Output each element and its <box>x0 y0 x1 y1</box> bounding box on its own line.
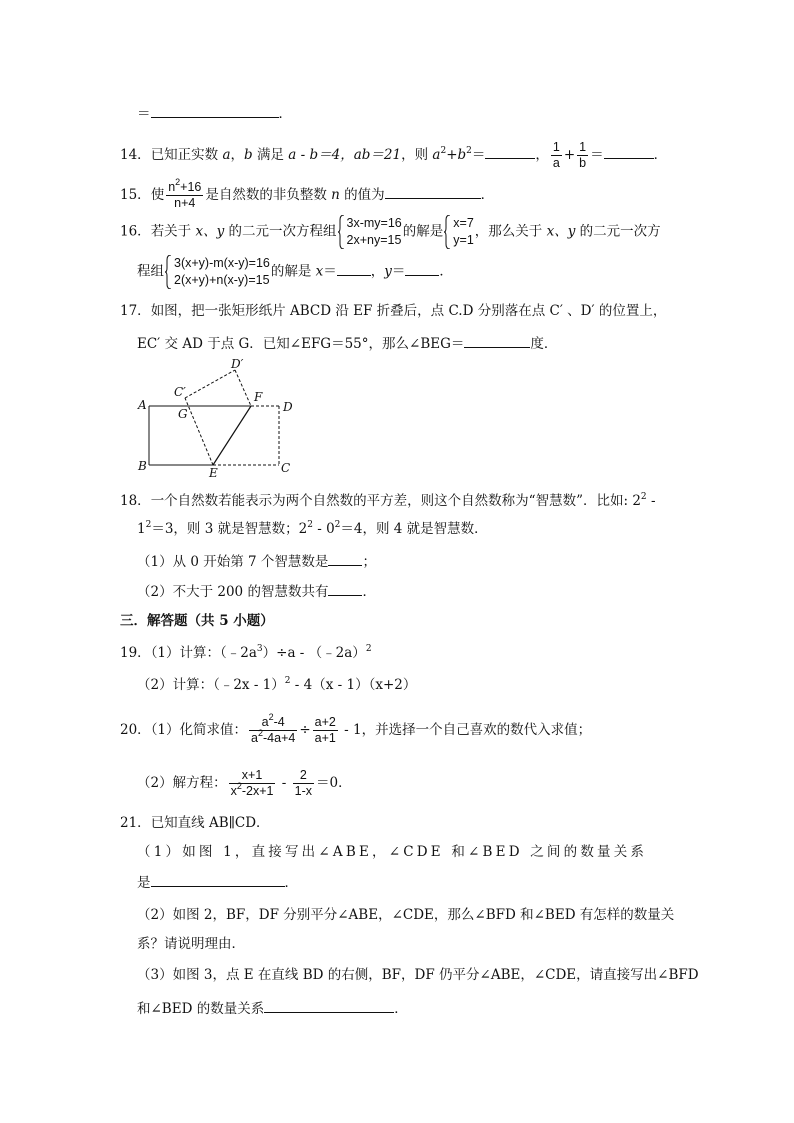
question-21-intro <box>120 814 270 832</box>
left-brace-icon <box>338 215 345 249</box>
label-C-prime: C′ <box>174 385 186 399</box>
equals-sign: ＝ <box>391 263 406 280</box>
term: +16 <box>180 180 202 194</box>
equals-sign: ＝ <box>323 263 337 280</box>
term: -4a+4 <box>263 731 296 745</box>
divide-sign: ÷ <box>299 722 311 738</box>
condition: a - b＝4，ab＝21 <box>288 147 402 163</box>
question-21-part-2-line-2 <box>137 935 245 953</box>
exponent: 2 <box>236 781 242 791</box>
var-a: a <box>222 147 231 163</box>
var-y: y <box>384 263 392 280</box>
question-20-part-2 <box>137 768 352 799</box>
text: 系？请说明理由． <box>137 936 245 952</box>
question-19-part-2 <box>137 676 416 694</box>
text: - <box>646 493 656 509</box>
label-A: A <box>138 398 147 412</box>
question-number: 18． <box>120 493 151 509</box>
text: ． <box>284 875 298 891</box>
text: 满足 <box>252 147 289 163</box>
denominator: a <box>552 156 560 170</box>
label-B: B <box>138 459 147 473</box>
question-number: 20． <box>120 722 151 738</box>
text: ，那么关于 <box>474 223 547 240</box>
text: ＝3，则 3 就是智慧数；2 <box>151 521 308 537</box>
text: 已知正实数 <box>150 147 223 163</box>
question-number: 15． <box>120 187 151 203</box>
var-n: n <box>168 180 176 194</box>
text: 的解是 <box>402 223 444 240</box>
q13-answer-line: ＝ ． <box>137 106 292 122</box>
question-number: 19． <box>120 645 151 661</box>
exponent: 2 <box>440 146 447 156</box>
exponent: 2 <box>268 712 274 722</box>
fraction-1-over-b <box>577 140 588 171</box>
equation-row: 2(x+y)+n(x-y)=15 <box>174 273 270 287</box>
question-21-part-1-line-2 <box>137 873 298 892</box>
separator: ， <box>370 263 385 280</box>
equation-row: y=1 <box>453 233 474 247</box>
exponent: 2 <box>175 177 181 187</box>
segment-D1F <box>235 370 251 406</box>
equals-sign: ＝ <box>137 106 151 122</box>
numerator: 1 <box>579 140 587 154</box>
denominator: b <box>579 156 587 170</box>
equals-sign: ＝ <box>471 147 486 163</box>
text: （1）如图 1，直接写出∠ABE，∠CDE 和∠BED 之间的数量关系 <box>137 844 648 860</box>
text: EC′ 交 AD 于点 G．已知∠EFG＝55°，那么∠BEG＝ <box>137 336 465 352</box>
question-number: 21． <box>120 815 151 831</box>
exponent: 3 <box>256 644 263 654</box>
equation-row: 2x+ny=15 <box>346 233 402 247</box>
denominator: a+1 <box>314 731 336 745</box>
text: （2）如图 2，BF，DF 分别平分∠ABE，∠CDE，那么∠BFD 和∠BED 有怎样的数量关 <box>137 907 675 923</box>
question-21-part-2-line-1 <box>137 906 674 924</box>
text: （2）解方程： <box>137 775 227 791</box>
minus-sign: - <box>277 775 291 791</box>
vars-xy: x、y <box>195 223 225 240</box>
term: x <box>230 784 237 798</box>
text: ． <box>362 584 376 600</box>
text: 是自然数的非负整数 <box>205 187 332 203</box>
text: - 1，并选择一个自己喜欢的数代入求值； <box>339 722 592 738</box>
denominator <box>249 728 297 746</box>
label-C: C <box>281 461 291 475</box>
equation-row: 3(x+y)-m(x-y)=16 <box>174 256 270 270</box>
section-header: 三．解答题（共 5 小题） <box>120 613 274 629</box>
question-21-part-3-line-1 <box>137 966 699 984</box>
segment-C1D1 <box>185 370 235 398</box>
text: 一个自然数若能表示为两个自然数的平方差，则这个自然数称为“智慧数”．比如: 2 <box>150 493 641 509</box>
fraction-a2-4-over-a2-4a-4 <box>249 712 297 746</box>
text: 程组 <box>137 263 164 280</box>
term: a <box>251 731 258 745</box>
numerator: 1 <box>552 140 560 154</box>
left-brace-icon <box>444 215 451 249</box>
numerator <box>166 177 203 196</box>
question-14 <box>120 140 667 171</box>
exponent: 2 <box>257 728 263 738</box>
text: ； <box>362 554 376 570</box>
numerator: a+2 <box>314 715 336 729</box>
label-D-prime: D′ <box>231 357 244 371</box>
equation-row: x=7 <box>453 216 474 230</box>
answer-blank-y[interactable] <box>405 262 439 276</box>
equation-system-2 <box>165 255 270 289</box>
fold-line-EF <box>213 406 251 465</box>
fraction-1-over-a <box>551 140 562 171</box>
exponent: 2 <box>365 644 372 654</box>
var-b: b <box>244 147 253 163</box>
answer-blank[interactable] <box>328 582 362 596</box>
answer-blank-2[interactable] <box>604 145 654 159</box>
question-20-part-1 <box>120 712 592 746</box>
text: （1）计算：（﹣2a <box>150 645 257 661</box>
text: 的二元一次方 <box>575 223 661 240</box>
question-18-part-1 <box>137 552 376 571</box>
fraction-x1-over-x2-2x-1 <box>229 768 276 799</box>
denominator: 1-x <box>294 784 313 798</box>
question-18-line-2 <box>137 520 488 538</box>
label-D: D <box>283 400 293 414</box>
exponent: 2 <box>145 520 152 530</box>
label-F: F <box>254 390 263 404</box>
text: - 0 <box>312 521 335 537</box>
answer-blank[interactable] <box>264 999 394 1013</box>
text: 和∠BED 的数量关系 <box>137 1001 265 1017</box>
period: ． <box>439 263 453 280</box>
segment-EC1 <box>185 398 213 465</box>
text: 1 <box>137 521 146 537</box>
text: - 4（x - 1）（x+2） <box>290 677 417 693</box>
answer-blank-1[interactable] <box>485 145 535 159</box>
answer-blank-x[interactable] <box>337 262 371 276</box>
text: ，则 <box>401 147 433 163</box>
text: （2）不大于 200 的智慧数共有 <box>137 584 329 600</box>
text: ． <box>394 1001 408 1017</box>
text: 的解是 <box>270 263 316 280</box>
denominator: n+4 <box>174 196 196 210</box>
answer-blank[interactable] <box>464 334 530 348</box>
text: 若关于 <box>150 223 196 240</box>
answer-blank[interactable] <box>385 185 481 199</box>
question-19-part-1 <box>120 644 372 662</box>
text: ＝0． <box>316 775 352 791</box>
question-18-part-2 <box>137 582 376 601</box>
fraction-a2-over-a1 <box>313 715 338 746</box>
question-18-line-1 <box>120 492 656 510</box>
exponent: 2 <box>307 520 313 530</box>
label-E: E <box>209 466 218 480</box>
text: 度． <box>530 336 558 352</box>
expr: +b <box>446 147 467 163</box>
text: （3）如图 3，点 E 在直线 BD 的右侧，BF，DF 仍平分∠ABE，∠CDE，请直接写出∠BFD <box>137 967 699 983</box>
text: 的值为 <box>339 187 385 203</box>
text: ＝4，则 4 就是智慧数． <box>340 521 488 537</box>
term: a <box>261 715 269 729</box>
text: ）÷a - （﹣2a） <box>262 645 366 661</box>
numerator: x+1 <box>229 768 276 784</box>
text: 使 <box>150 187 165 203</box>
period: ． <box>480 187 495 203</box>
var-x: x <box>315 263 324 280</box>
term: -2x+1 <box>241 784 274 798</box>
text: 的二元一次方程组 <box>224 223 337 240</box>
fraction-2-over-1-x <box>293 768 314 799</box>
expr: a <box>432 147 441 163</box>
solution-system <box>444 215 474 249</box>
term: -4 <box>273 715 285 729</box>
question-21-part-3-line-2 <box>137 999 408 1018</box>
text: 如图，把一张矩形纸片 ABCD 沿 EF 折叠后，点 C.D 分别落在点 C′ 、D′ 的位置上， <box>150 303 667 319</box>
text: （1）从 0 开始第 7 个智慧数是 <box>137 554 329 570</box>
question-17-line-2 <box>137 334 557 353</box>
exponent: 2 <box>466 146 472 156</box>
numerator: 2 <box>293 768 314 784</box>
period: ． <box>653 147 668 163</box>
text: （1）化简求值： <box>150 722 248 738</box>
exponent: 2 <box>334 520 341 530</box>
question-16-line-2 <box>137 255 453 289</box>
question-21-part-1-line-1 <box>137 843 647 861</box>
denominator <box>229 781 276 799</box>
var-n: n <box>331 187 340 203</box>
question-17-line-1 <box>120 302 666 320</box>
separator: ， <box>535 147 549 163</box>
label-G: G <box>178 407 188 421</box>
text: 是 <box>137 875 151 891</box>
left-brace-icon <box>165 255 172 289</box>
answer-blank[interactable] <box>151 104 279 118</box>
answer-blank[interactable] <box>151 873 285 887</box>
equation-row: 3x-my=16 <box>346 216 402 230</box>
exponent: 2 <box>640 492 647 502</box>
question-16-line-1 <box>120 215 661 249</box>
plus-sign: + <box>563 147 576 163</box>
exponent: 2 <box>284 676 291 686</box>
question-number: 17． <box>120 303 151 319</box>
fraction-n2-plus-16-over-n-plus-4 <box>166 177 203 211</box>
folded-rectangle-figure <box>130 352 310 482</box>
question-number: 14． <box>120 147 151 163</box>
text: （2）计算：（﹣2x - 1） <box>137 677 285 693</box>
numerator <box>249 712 297 731</box>
text: 已知直线 AB∥CD． <box>150 815 270 831</box>
answer-blank[interactable] <box>328 552 362 566</box>
text: ， <box>230 147 245 163</box>
question-15 <box>120 177 495 211</box>
equals-sign: ＝ <box>590 147 604 163</box>
equation-system-1 <box>338 215 402 249</box>
vars-xy: x、y <box>546 223 576 240</box>
question-number: 16． <box>120 223 151 240</box>
